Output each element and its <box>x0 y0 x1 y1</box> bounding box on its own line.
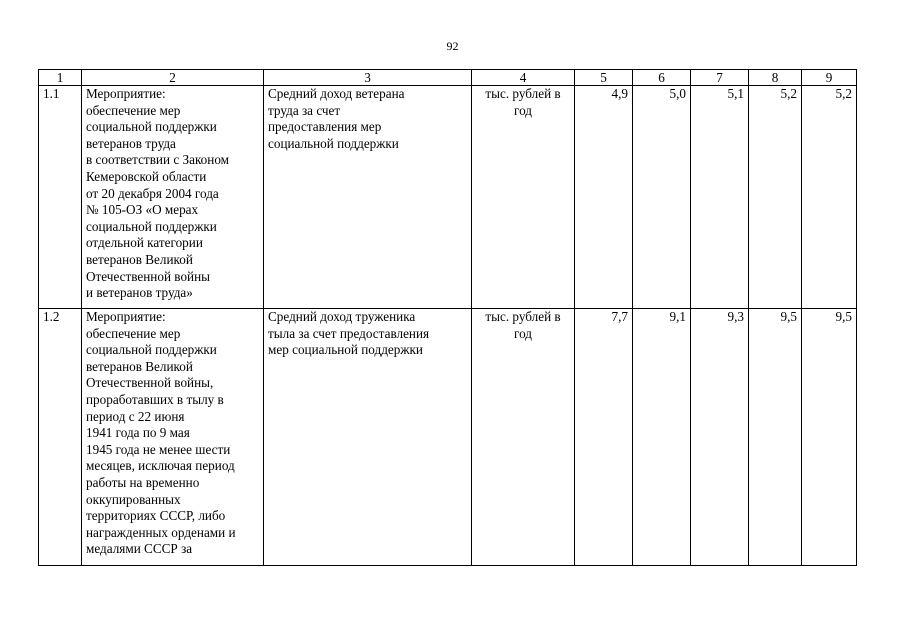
measure-line: и ветеранов труда» <box>86 285 193 301</box>
measure-cell <box>82 309 264 566</box>
header-cell: 7 <box>691 70 749 86</box>
header-cell: 8 <box>749 70 802 86</box>
measure-line: от 20 декабря 2004 года <box>86 185 219 201</box>
measure-line: награжденных орденами и <box>86 524 236 540</box>
header-cell: 9 <box>802 70 857 86</box>
page-number: 92 <box>446 39 459 53</box>
indicator-line: социальной поддержки <box>268 135 399 151</box>
indicator-line: Средний доход труженика <box>268 309 416 324</box>
value-cell: 7,7 <box>575 309 633 566</box>
measure-line: оккупированных <box>86 491 181 507</box>
value-cell: 4,9 <box>575 86 633 309</box>
indicator-cell <box>264 309 472 566</box>
measure-line: ветеранов Великой <box>86 251 193 267</box>
unit-cell <box>472 86 575 309</box>
header-cell: 6 <box>633 70 691 86</box>
header-cell: 1 <box>39 70 82 86</box>
value-cell: 9,1 <box>633 309 691 566</box>
header-cell: 2 <box>82 70 264 86</box>
value-cell: 5,1 <box>691 86 749 309</box>
value-cell: 5,2 <box>802 86 857 309</box>
value-cell: 5,2 <box>749 86 802 309</box>
measure-line: работы на временно <box>86 474 200 490</box>
indicator-line: труда за счет <box>268 102 341 118</box>
measure-line: Мероприятие: <box>86 309 166 324</box>
measure-line: проработавших в тылу в <box>86 391 224 407</box>
value-cell: 9,5 <box>802 309 857 566</box>
measure-line: обеспечение мер <box>86 102 181 118</box>
row-number-cell: 1.1 <box>39 86 82 309</box>
row-number-cell: 1.2 <box>39 309 82 566</box>
measure-line: социальной поддержки <box>86 119 217 135</box>
indicator-line: мер социальной поддержки <box>268 342 423 358</box>
header-cell: 4 <box>472 70 575 86</box>
indicator-line: предоставления мер <box>268 119 382 135</box>
measure-line: месяцев, исключая период <box>86 458 235 474</box>
indicator-cell <box>264 86 472 309</box>
measure-line: № 105-ОЗ «О мерах <box>86 202 199 218</box>
indicator-line: Средний доход ветерана <box>268 86 405 101</box>
measure-line: 1945 года не менее шести <box>86 441 231 457</box>
unit-line: год <box>513 325 532 341</box>
unit-line: год <box>513 102 532 118</box>
measure-cell <box>82 86 264 309</box>
measure-line: ветеранов труда <box>86 135 176 151</box>
measure-line: отдельной категории <box>86 235 203 251</box>
measure-line: ветеранов Великой <box>86 358 193 374</box>
value-cell: 9,3 <box>691 309 749 566</box>
table-header-row <box>39 70 857 86</box>
indicators-table <box>38 69 857 566</box>
measure-line: Кемеровской области <box>86 168 207 184</box>
measure-line: период с 22 июня <box>86 408 185 424</box>
unit-line: тыс. рублей в <box>485 309 561 324</box>
measure-line: территориях СССР, либо <box>86 508 226 524</box>
measure-line: обеспечение мер <box>86 325 181 341</box>
header-cell: 5 <box>575 70 633 86</box>
measure-line: социальной поддержки <box>86 342 217 358</box>
unit-cell <box>472 309 575 566</box>
measure-line: Отечественной войны, <box>86 375 214 391</box>
measure-line: Мероприятие: <box>86 86 166 101</box>
value-cell: 9,5 <box>749 309 802 566</box>
measure-line: 1941 года по 9 мая <box>86 425 190 441</box>
value-cell: 5,0 <box>633 86 691 309</box>
measure-line: в соответствии с Законом <box>86 152 230 168</box>
table-row <box>39 309 857 566</box>
header-cell: 3 <box>264 70 472 86</box>
measure-line: медалями СССР за <box>86 541 193 557</box>
table-row <box>39 86 857 309</box>
indicator-line: тыла за счет предоставления <box>268 325 430 341</box>
measure-line: социальной поддержки <box>86 218 217 234</box>
unit-line: тыс. рублей в <box>485 86 561 101</box>
measure-line: Отечественной войны <box>86 268 211 284</box>
